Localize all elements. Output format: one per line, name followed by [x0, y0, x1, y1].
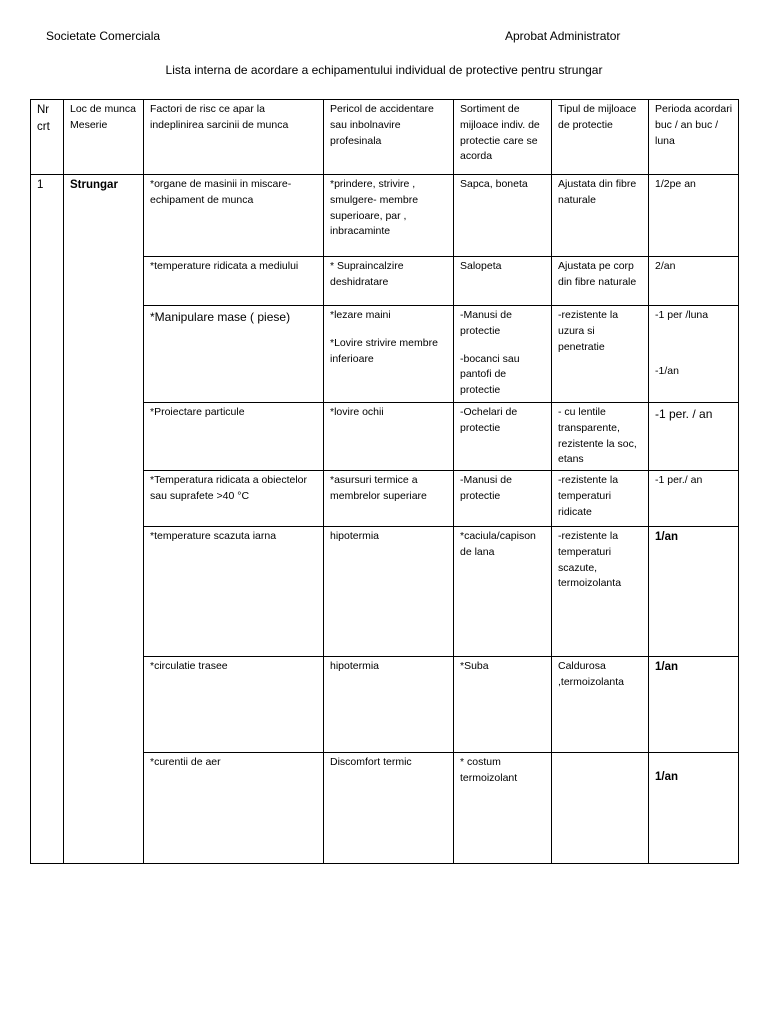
risk-cell: *circulatie trasee [144, 657, 324, 753]
hazard-cell [324, 306, 454, 403]
table-row [31, 175, 739, 257]
header-nr: Nr crt [31, 100, 64, 175]
header-workplace: Loc de munca Meserie [64, 100, 144, 175]
header-period: Perioda acordari buc / an buc / luna [649, 100, 739, 175]
row-number: 1 [31, 175, 64, 864]
equipment-cell: -Ochelari de protectie [454, 403, 552, 471]
risk-cell: *temperature ridicata a mediului [144, 257, 324, 306]
risk-cell: *temperature scazuta iarna [144, 527, 324, 657]
period-cell: -1 per. / an [649, 403, 739, 471]
equipment-cell: *caciula/capison de lana [454, 527, 552, 657]
equipment-cell [454, 306, 552, 403]
header-risk-factors: Factori de risc ce apar la indeplinirea sarcinii de munca [144, 100, 324, 175]
equipment-cell: Salopeta [454, 257, 552, 306]
period-cell: 2/an [649, 257, 739, 306]
type-cell: -rezistente la temperaturi ridicate [552, 471, 649, 527]
type-cell: - cu lentile transparente, rezistente la soc, etans [552, 403, 649, 471]
type-cell: -rezistente la uzura si penetratie [552, 306, 649, 403]
type-cell [552, 753, 649, 864]
hazard-cell: hipotermia [324, 657, 454, 753]
type-cell: -rezistente la temperaturi scazute, termoizolanta [552, 527, 649, 657]
hazard-cell: *prindere, strivire , smulgere- membre superioare, par , inbracaminte [324, 175, 454, 257]
header-equipment: Sortiment de mijloace indiv. de protectie care se acorda [454, 100, 552, 175]
period-value: 1/an [655, 771, 679, 783]
hazard-cell: Discomfort termic [324, 753, 454, 864]
period-line: -1 per /luna [655, 309, 709, 321]
period-cell [649, 753, 739, 864]
type-cell: Ajustata din fibre naturale [552, 175, 649, 257]
type-cell: Ajustata pe corp din fibre naturale [552, 257, 649, 306]
equipment-line: -bocanci sau pantofi de protectie [460, 352, 520, 396]
hazard-line: *Lovire strivire membre inferioare [330, 336, 438, 365]
header-hazard: Pericol de accidentare sau inbolnavire profesinala [324, 100, 454, 175]
equipment-cell: -Manusi de protectie [454, 471, 552, 527]
period-cell [649, 306, 739, 403]
period-cell: 1/2pe an [649, 175, 739, 257]
risk-cell: *organe de masinii in miscare- echipament de munca [144, 175, 324, 257]
hazard-line: *lezare maini [330, 309, 391, 321]
ppe-allocation-table [30, 99, 739, 864]
header-type: Tipul de mijloace de protectie [552, 100, 649, 175]
period-cell: 1/an [649, 527, 739, 657]
company-name: Societate Comerciala [46, 29, 161, 43]
job-name: Strungar [64, 175, 144, 864]
hazard-cell: *asursuri termice a membrelor superiare [324, 471, 454, 527]
risk-cell: *curentii de aer [144, 753, 324, 864]
risk-cell: *Temperatura ridicata a obiectelor sau suprafete >40 °C [144, 471, 324, 527]
equipment-cell: *Suba [454, 657, 552, 753]
document-title: Lista interna de acordare a echipamentului individual de protective pentru strungar [165, 63, 603, 77]
equipment-cell: * costum termoizolant [454, 753, 552, 864]
equipment-line: -Manusi de protectie [460, 309, 512, 337]
equipment-cell: Sapca, boneta [454, 175, 552, 257]
hazard-cell: hipotermia [324, 527, 454, 657]
risk-cell: *Proiectare particule [144, 403, 324, 471]
risk-cell: *Manipulare mase ( piese) [144, 306, 324, 403]
approval-label: Aprobat Administrator [505, 29, 621, 43]
table-header-row [31, 100, 739, 175]
type-cell: Caldurosa ,termoizolanta [552, 657, 649, 753]
hazard-cell: *lovire ochii [324, 403, 454, 471]
hazard-cell: * Supraincalzire deshidratare [324, 257, 454, 306]
period-cell: 1/an [649, 657, 739, 753]
period-line: -1/an [655, 364, 679, 377]
period-cell: -1 per./ an [649, 471, 739, 527]
